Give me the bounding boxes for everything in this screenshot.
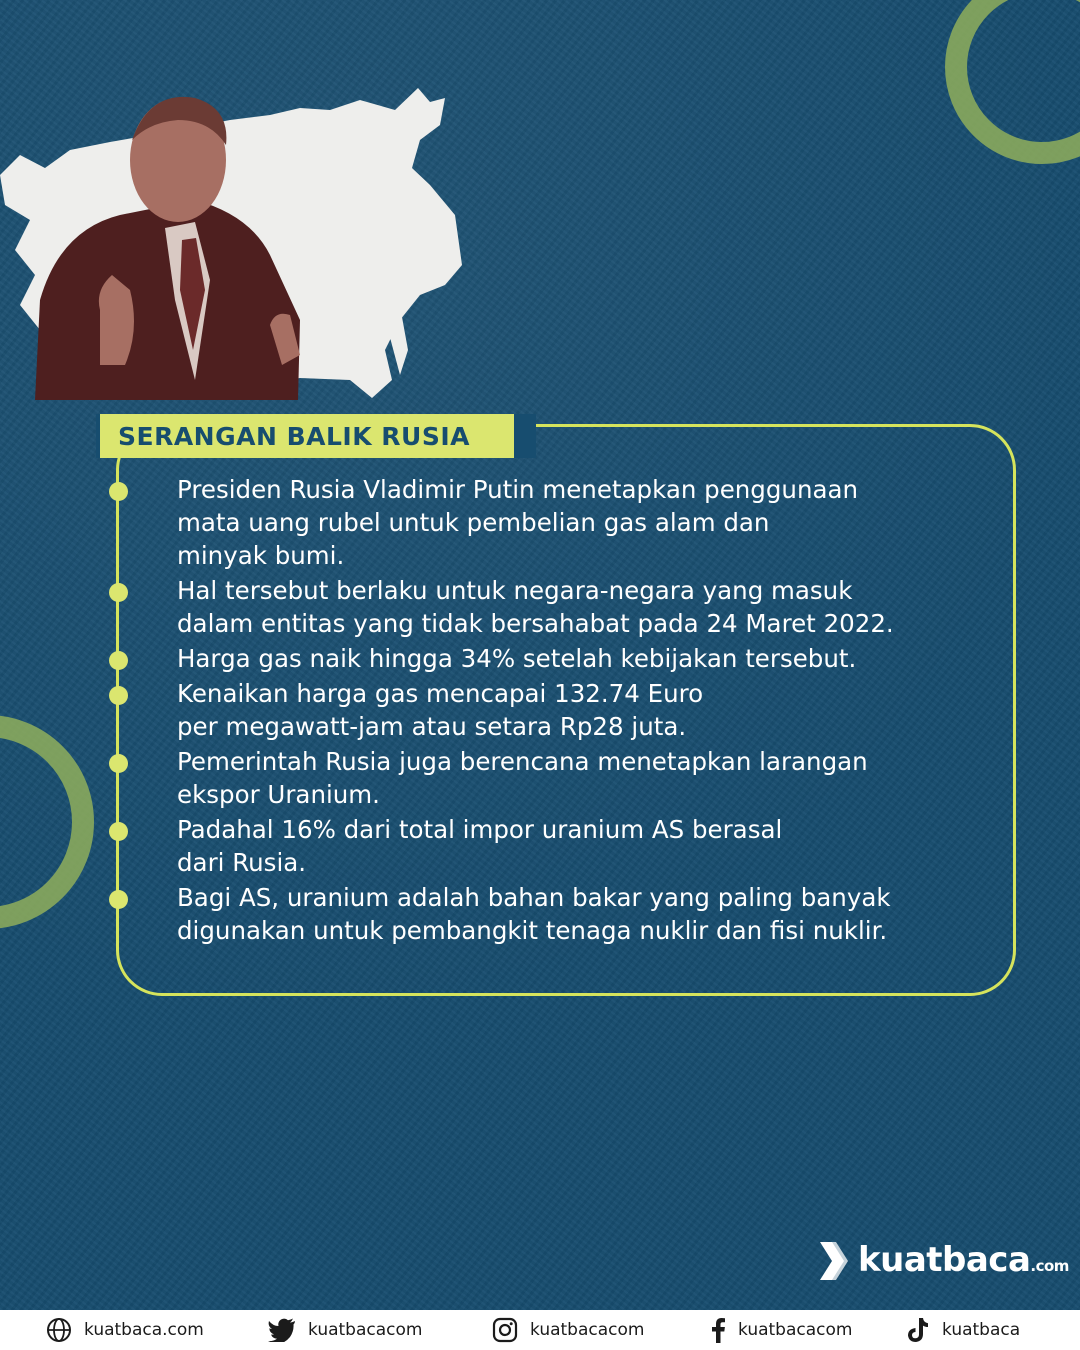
bullet-dot xyxy=(109,822,128,841)
footer-facebook-label: kuatbacacom xyxy=(738,1320,853,1340)
footer-instagram-label: kuatbacacom xyxy=(530,1320,645,1340)
footer-facebook[interactable] xyxy=(710,1310,852,1350)
list-item xyxy=(100,473,1000,572)
list-item-line: dalam entitas yang tidak bersahabat pada 24 Maret 2022. xyxy=(177,609,894,638)
bullet-dot xyxy=(109,482,128,501)
list-item xyxy=(100,881,1000,947)
list-item-line: Hal tersebut berlaku untuk negara-negara yang masuk xyxy=(177,576,853,605)
list-item-line: per megawatt-jam atau setara Rp28 juta. xyxy=(177,712,687,741)
decorative-ring-left xyxy=(0,715,94,929)
twitter-icon xyxy=(268,1318,296,1342)
footer-website[interactable] xyxy=(46,1310,204,1350)
instagram-icon xyxy=(492,1317,518,1343)
brand-name: kuatbaca xyxy=(858,1240,1031,1280)
footer-tiktok-label: kuatbaca xyxy=(942,1320,1021,1340)
footer-twitter-label: kuatbacacom xyxy=(308,1320,423,1340)
list-item xyxy=(100,574,1000,640)
list-item-line: mata uang rubel untuk pembelian gas alam dan xyxy=(177,508,770,537)
list-item xyxy=(100,642,1000,675)
list-item-line: minyak bumi. xyxy=(177,541,345,570)
social-footer xyxy=(0,1310,1080,1350)
list-item xyxy=(100,677,1000,743)
list-item-line: Presiden Rusia Vladimir Putin menetapkan penggunaan xyxy=(177,475,859,504)
list-item-line: ekspor Uranium. xyxy=(177,780,380,809)
brand-suffix: .com xyxy=(1030,1257,1069,1275)
list-item xyxy=(100,745,1000,811)
footer-website-label: kuatbaca.com xyxy=(84,1320,204,1340)
bullet-dot xyxy=(109,583,128,602)
globe-icon xyxy=(46,1317,72,1343)
bullet-dot xyxy=(109,754,128,773)
bullet-list xyxy=(100,473,1000,949)
brand-chevron-icon xyxy=(818,1240,852,1282)
bullet-dot xyxy=(109,890,128,909)
russia-map-with-portrait xyxy=(0,80,480,410)
footer-tiktok[interactable] xyxy=(906,1310,1020,1350)
facebook-icon xyxy=(710,1317,726,1343)
list-item-line: Bagi AS, uranium adalah bahan bakar yang paling banyak xyxy=(177,883,891,912)
list-item-line: Kenaikan harga gas mencapai 132.74 Euro xyxy=(177,679,704,708)
page-title: SERANGAN BALIK RUSIA xyxy=(118,421,471,451)
footer-twitter[interactable] xyxy=(268,1310,422,1350)
brand-name-wrapper xyxy=(858,1240,1069,1280)
decorative-ring-top xyxy=(945,0,1080,164)
footer-instagram[interactable] xyxy=(492,1310,644,1350)
bullet-dot xyxy=(109,651,128,670)
list-item-line: Padahal 16% dari total impor uranium AS berasal xyxy=(177,815,783,844)
title-banner xyxy=(100,414,514,458)
list-item-line: digunakan untuk pembangkit tenaga nuklir dan fisi nuklir. xyxy=(177,916,888,945)
bullet-dot xyxy=(109,686,128,705)
list-item-line: dari Rusia. xyxy=(177,848,307,877)
list-item-line: Pemerintah Rusia juga berencana menetapkan larangan xyxy=(177,747,868,776)
list-item-line: Harga gas naik hingga 34% setelah kebijakan tersebut. xyxy=(177,644,857,673)
list-item xyxy=(100,813,1000,879)
brand-logo xyxy=(818,1238,1069,1288)
tiktok-icon xyxy=(906,1317,930,1343)
